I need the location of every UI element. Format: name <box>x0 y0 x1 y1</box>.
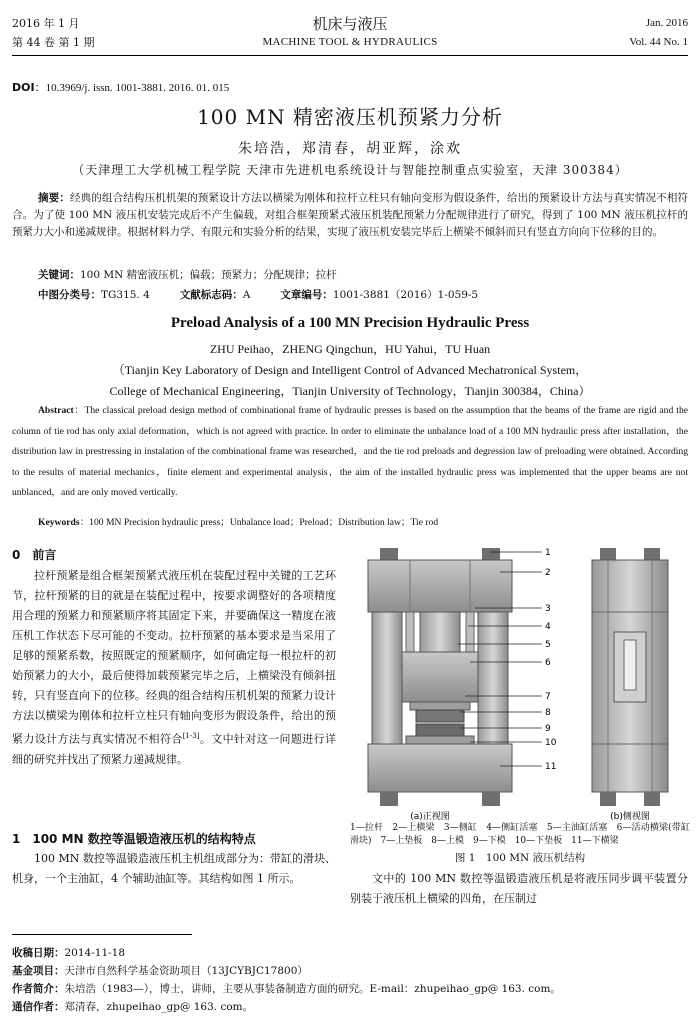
section-0-body <box>12 566 336 770</box>
footnote-received <box>12 946 125 961</box>
abstract-cn-text: 经典的组合结构压机机架的预紧设计方法以横梁为刚体和拉杆立柱只有轴向变形为假设条件，给出的预紧设计方法与真实情况不相符合。为了使 100 MN 液压机安装完成后不产生偏载，对组合框架预紧式液压机装配预紧力分配规律进行了研究，得到了 100 MN 液压机拉杆的预紧力大小和递减规律。根据材料力学、有限元和实验分析的结果，实现了液压机安装完毕后上横梁不倾斜而只有竖直方向向下位移的目的。 <box>12 192 689 238</box>
journal-title-cn: 机床与液压 <box>312 15 388 33</box>
subcaption-front-view: (a)正视图 <box>410 812 450 822</box>
abstract-en <box>12 401 688 504</box>
authors-en: ZHU Peihao，ZHENG Qingchun，HU Yahui，TU Huan <box>209 342 491 356</box>
footnote-funding <box>12 964 308 979</box>
classification-line <box>12 287 688 304</box>
callout-2: 2 <box>545 568 551 578</box>
article-number-label: 文章编号： <box>280 289 333 301</box>
subcaption-side-view: (b)侧视图 <box>610 812 650 822</box>
author-bio-value: 朱培浩（1983—），博士，讲师，主要从事装备制造方面的研究。E-mail：zhupeihao_gp@ 163. com。 <box>64 983 561 995</box>
section-0-text-end: 。文中针对这一问题进行详细的研究并找出了预紧力递减规律。 <box>12 732 336 766</box>
callout-11: 11 <box>545 762 557 772</box>
header-volume-cn: 第 44 卷 第 1 期 <box>12 36 95 49</box>
section-1-body: 100 MN 数控等温锻造液压机主机组成部分为：带缸的滑块、机身，一个主油缸，4 个辅助油缸等。其结构如图 1 所示。 <box>12 852 336 885</box>
affiliation-en-line1: （Tianjin Key Laboratory of Design and Intelligent Control of Advanced Mechatronical System， <box>112 363 588 377</box>
header-rule <box>12 55 688 56</box>
callout-8: 8 <box>545 708 551 718</box>
callout-6: 6 <box>545 658 551 668</box>
funding-label: 基金项目： <box>12 965 65 977</box>
keywords-en <box>12 513 688 534</box>
callout-3: 3 <box>545 604 551 614</box>
footnote-author-bio <box>12 982 561 997</box>
abstract-en-label: Abstract <box>38 405 74 416</box>
abstract-en-text: ：The classical preload design method of combinational frame of hydraulic presses is based on the assumption that the beams of the frame are rigid and the column of tie rod has only axial deformation，which is not agreed with practice. In order to eliminate the unbalance load of a 100 MN hydraulic press after installation，the distribution law in prestressing in instalation of the combinational frame was researched，and the tie rod preloads and degression law of preloading were obtained. According to the results of material mechanics，finite element and experimental analysis，the aim of the installed hydraulic press was implemented that the upper beams are not unblanced，and are only moved vertically. <box>12 405 688 498</box>
article-title-cn: 100 MN 精密液压机预紧力分析 <box>197 105 503 129</box>
keywords-en-text: ：100 MN Precision hydraulic press；Unbalance load；Preload；Distribution law；Tie rod <box>79 517 439 528</box>
header-date-en: Jan. 2016 <box>645 17 688 29</box>
keywords-cn-label: 关键词： <box>38 269 80 281</box>
figure-1-caption: 图 1 100 MN 液压机结构 <box>454 852 586 864</box>
author-bio-label: 作者简介： <box>12 983 65 995</box>
footnote-corresponding <box>12 1000 253 1015</box>
footnote-rule <box>12 934 192 935</box>
callout-7: 7 <box>545 692 551 702</box>
abstract-cn <box>12 190 688 241</box>
article-number-value: 1001-3881（2016）1-059-5 <box>332 289 479 301</box>
header-volume-en: Vol. 44 No. 1 <box>629 36 688 48</box>
doi-line <box>12 79 229 95</box>
corresponding-value: 郑清春，zhupeihao_gp@ 163. com。 <box>64 1001 254 1013</box>
affiliation-cn: （天津理工大学机械工程学院 天津市先进机电系统设计与智能控制重点实验室，天津 300384） <box>72 163 628 177</box>
figure-1-legend: 1—拉杆 2—上横梁 3—侧缸 4—侧缸活塞 5—主油缸活塞 6—活动横梁(带缸滑块) 7—上垫板 8—上模 9—下模 10—下垫板 11—下横梁 <box>350 823 690 846</box>
keywords-cn <box>12 267 688 284</box>
keywords-cn-text: 100 MN 精密液压机；偏载；预紧力；分配规律；拉杆 <box>80 269 337 281</box>
front-view-drawing <box>368 548 512 806</box>
funding-value: 天津市自然科学基金资助项目（13JCYBJC17800） <box>64 965 308 977</box>
callout-9: 9 <box>545 724 551 734</box>
journal-title-en: MACHINE TOOL & HYDRAULICS <box>262 36 438 48</box>
doc-code-value: A <box>242 289 251 301</box>
callout-10: 10 <box>545 738 557 748</box>
received-label: 收稿日期： <box>12 947 65 959</box>
section-0-heading: 0 前言 <box>12 548 57 562</box>
corresponding-label: 通信作者： <box>12 1001 65 1013</box>
clc-value: TG315. 4 <box>101 289 150 301</box>
section-0-text: 拉杆预紧是组合框架预紧式液压机在装配过程中关键的工艺环节，拉杆预紧的目的就是在装配过程中，按要求调整好的各项精度用合理的预紧力和预紧顺序将其固定下来，并要确保这一精度在液压机工作状态下尽可能的不变动。拉杆预紧的基本要求是当采用了足够的预紧系数，按照既定的预紧顺序，如何确定每一根拉杆的初始预紧力的大小，最后使得加载预紧完毕之后，上横梁没有倾斜扭转，只有竖直向下的位移。经典的组合结构压机机架的预紧力设计方法以横梁为刚体和拉杆立柱只有轴向变形为假设条件，给出的预紧力设计方法与真实情况不相符合 <box>12 569 336 746</box>
clc-label: 中图分类号： <box>38 289 101 301</box>
keywords-en-label: Keywords <box>38 517 80 528</box>
callout-5: 5 <box>545 640 551 650</box>
header-date-cn: 2016 年 1 月 <box>12 17 80 30</box>
abstract-cn-label: 摘要： <box>38 192 70 204</box>
affiliation-en-line2: College of Mechanical Engineering，Tianjin University of Technology，Tianjin 300384，China） <box>109 384 591 398</box>
authors-cn: 朱培浩，郑清春，胡亚辉，涂欢 <box>238 141 462 157</box>
callout-1: 1 <box>545 548 551 558</box>
side-view-drawing <box>592 548 668 806</box>
article-title-en: Preload Analysis of a 100 MN Precision Hydraulic Press <box>170 315 530 331</box>
right-column-body: 文中的 100 MN 数控等温锻造液压机是将液压同步调平装置分别装于液压机上横梁的四角，在压制过 <box>350 872 688 905</box>
doi-label: DOI <box>12 81 35 94</box>
callout-4: 4 <box>545 622 551 632</box>
citation-1-3: [1-3] <box>182 732 200 740</box>
doc-code-label: 文献标志码： <box>179 289 243 301</box>
doi-value: ：10.3969/j. issn. 1001-3881. 2016. 01. 015 <box>34 82 230 94</box>
received-value: 2014-11-18 <box>64 947 126 959</box>
section-1-heading: 1 100 MN 数控等温锻造液压机的结构特点 <box>12 832 256 846</box>
figure-1-press-structure <box>350 540 690 822</box>
